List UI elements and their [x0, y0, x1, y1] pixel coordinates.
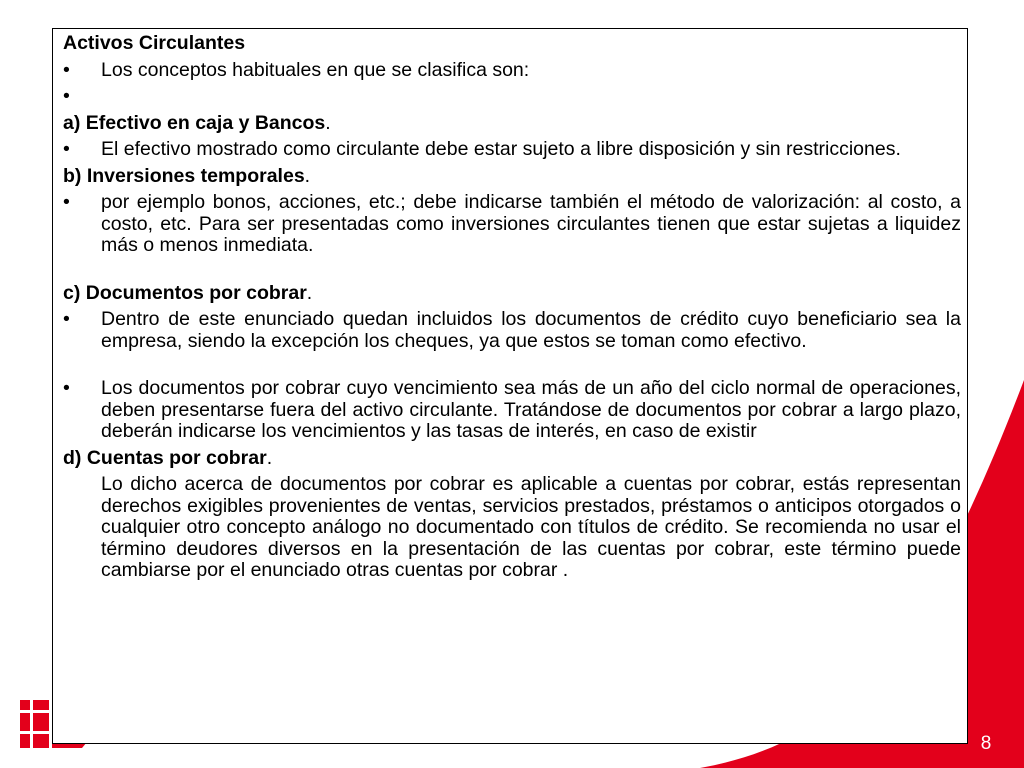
- empty-bullet: [63, 86, 961, 108]
- section-heading-a: a) Efectivo en caja y Bancos.: [63, 111, 331, 134]
- content-box: [52, 28, 968, 744]
- list-item: • por ejemplo bonos, acciones, etc.; debe indicarse también el método de valorización: al costo, a costo, etc. Para ser presentadas como inversiones circulantes tienen que estar sujetas a liquidez más o menos inmediata.: [63, 191, 961, 256]
- bullet-marker: •: [63, 85, 70, 107]
- bullet-marker: •: [63, 138, 70, 160]
- section-heading-d: d) Cuentas por cobrar.: [63, 446, 273, 469]
- list-item: • Dentro de este enunciado quedan incluidos los documentos de crédito cuyo beneficiario sea la empresa, siendo la excepción los cheques, ya que estos se toman como efectivo.: [63, 308, 961, 352]
- intro-text: Los conceptos habituales en que se clasifica son:: [101, 58, 530, 81]
- bullet-marker: •: [63, 308, 70, 330]
- section-heading-c: c) Documentos por cobrar.: [63, 281, 313, 304]
- section-heading-b: b) Inversiones temporales.: [63, 164, 311, 187]
- bullet-marker: •: [63, 377, 70, 399]
- list-item: • El efectivo mostrado como circulante debe estar sujeto a libre disposición y sin restricciones.: [63, 138, 901, 160]
- section-paragraph: Lo dicho acerca de documentos por cobrar es aplicable a cuentas por cobrar, estás representan derechos exigibles provenientes de ventas, servicios prestados, préstamos o anticipos otorgados o cualquier otro concepto análogo no documentado con títulos de crédito. Se recomienda no usar el término deudores diversos en la presentación de las cuentas por cobrar, este término puede cambiarse por el enunciado otras cuentas por cobrar .: [101, 473, 961, 581]
- intro-bullet: [63, 60, 961, 82]
- list-item: • Los documentos por cobrar cuyo vencimiento sea más de un año del ciclo normal de operaciones, deben presentarse fuera del activo circulante. Tratándose de documentos por cobrar a largo plazo, deberán indicarse los vencimientos y las tasas de interés, en caso de existir: [63, 377, 961, 442]
- bullet-marker: •: [63, 191, 70, 213]
- page-number: 8: [980, 733, 992, 754]
- slide-text: [63, 33, 961, 582]
- slide-title: Activos Circulantes: [63, 32, 246, 54]
- bullet-marker: •: [63, 58, 70, 81]
